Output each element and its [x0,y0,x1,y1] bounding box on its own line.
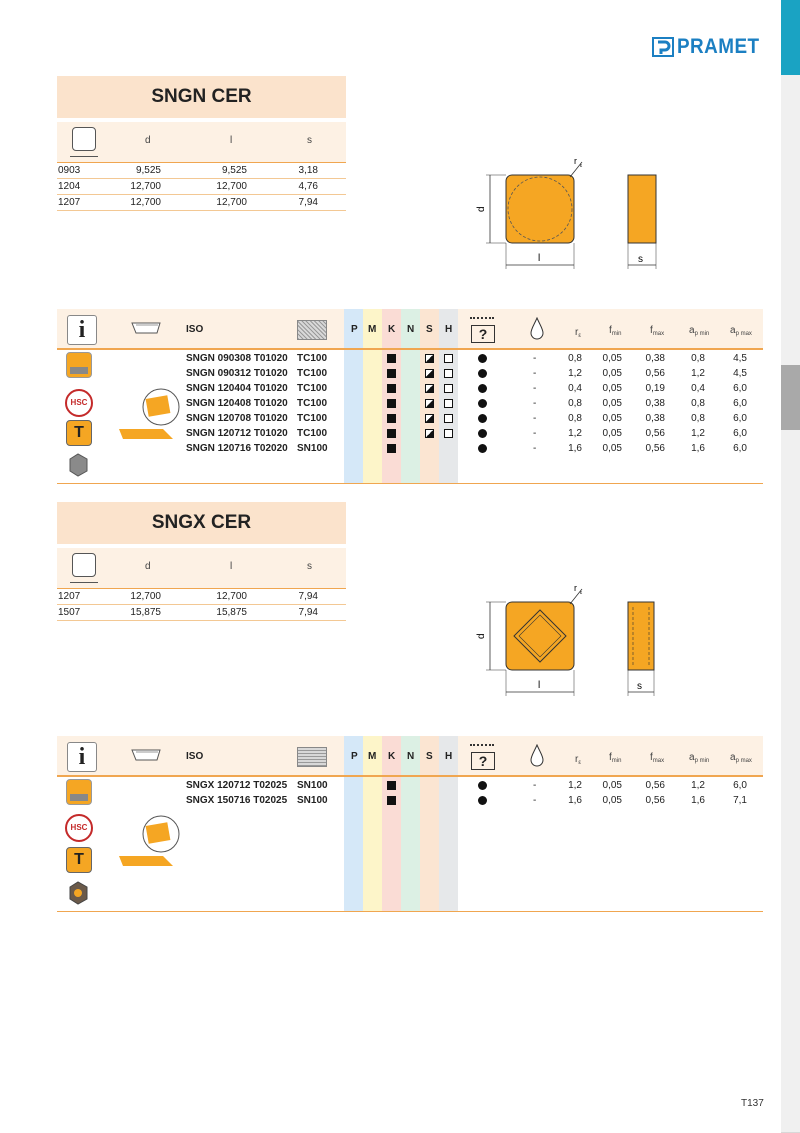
r-cell: 0,8 [568,353,582,364]
fmin-cell: 0,05 [602,780,622,791]
dimension-table-sngx [57,502,346,621]
fmax-cell: 0,38 [645,398,665,409]
info-icon[interactable]: i [67,742,97,772]
fmax-cell: 0,56 [645,443,665,454]
suitability-K-full-icon [387,354,396,363]
header-N: N [407,324,415,335]
apmax-cell: 6,0 [733,413,747,424]
r-cell: 1,2 [568,428,582,439]
question-machine-icon [470,317,494,341]
sngx-insert-diagram [470,577,670,702]
l-cell: 12,700 [216,591,247,602]
dimension-row [57,163,346,179]
suitability-S-half-icon [425,354,434,363]
grade-cell: SN100 [297,443,328,454]
l-label: l [538,253,541,264]
suitability-K-full-icon [387,369,396,378]
header-s: s [307,561,312,572]
apmin-header: $a_{p min}$ [689,325,710,337]
suitability-K-full-icon [387,399,396,408]
d-cell: 9,525 [135,165,161,176]
page-number: T137 [741,1098,764,1109]
dimension-table-sngn [57,76,346,211]
machining-condition-dot-icon [478,369,487,378]
dimension-row [57,179,346,195]
dash-cell: - [533,398,537,409]
fmax-header: $f_{max}$ [650,325,665,337]
d-cell: 12,700 [130,197,161,208]
suitability-S-half-icon [425,369,434,378]
col-P-bg [344,736,363,912]
fmax-header: $f_{max}$ [650,752,665,764]
grade-cell: TC100 [297,398,328,409]
side-tab[interactable] [781,890,800,961]
code-cell: SNGN 120708 T01020 [186,413,288,424]
product-title: SNGN CER [57,76,346,118]
apmin-cell: 0,8 [691,413,705,424]
question-machine-icon [470,744,494,768]
fmin-cell: 0,05 [602,443,622,454]
code-cell: SNGN 120404 T01020 [186,383,288,394]
header-s: s [307,135,312,146]
suitability-H-empty-icon [444,414,453,423]
apmax-header: $a_{p max}$ [730,752,752,764]
grade-cell: TC100 [297,428,328,439]
apmin-cell: 1,6 [691,795,705,806]
apmin-cell: 0,8 [691,398,705,409]
fmin-cell: 0,05 [602,428,622,439]
table-row [57,366,763,381]
fmin-cell: 0,05 [602,413,622,424]
col-N-bg [401,736,420,912]
apmin-cell: 1,2 [691,368,705,379]
apmax-header: $a_{p max}$ [730,325,752,337]
code-cell: SNGN 120408 T01020 [186,398,288,409]
fmax-cell: 0,56 [645,780,665,791]
fmin-cell: 0,05 [602,383,622,394]
r-header: $r_\varepsilon$ [575,754,582,766]
side-tab-active[interactable] [781,0,800,76]
dash-cell: - [533,413,537,424]
table-row [57,441,763,456]
apmax-cell: 6,0 [733,398,747,409]
header-l: l [230,561,233,572]
side-tab[interactable] [781,285,800,366]
question-mark: ? [471,325,495,343]
side-tab[interactable] [781,1030,800,1133]
table-row [57,793,763,808]
dash-cell: - [533,428,537,439]
insert-clamp-icon [117,814,187,874]
side-tab[interactable] [781,215,800,286]
dash-cell: - [533,795,537,806]
machining-condition-dot-icon [478,414,487,423]
brand-name: PRAMET [677,35,760,58]
machining-condition-dot-icon [478,384,487,393]
side-tab[interactable] [781,430,800,501]
size-cell: 0903 [58,165,81,176]
header-P: P [351,324,358,335]
s-cell: 7,94 [298,591,318,602]
fmax-cell: 0,56 [645,368,665,379]
side-tab[interactable] [781,825,800,891]
r-cell: 0,8 [568,413,582,424]
table-row [57,426,763,441]
code-cell: SNGN 090312 T01020 [186,368,288,379]
table-bottom-rule [57,483,763,484]
side-tab[interactable] [781,75,800,146]
insert-grey-icon [66,453,90,477]
sngn-insert-diagram [470,150,670,275]
table-row [57,411,763,426]
size-cell: 1507 [58,607,81,618]
suitability-K-full-icon [387,796,396,805]
fmax-cell: 0,38 [645,353,665,364]
apmax-cell: 6,0 [733,383,747,394]
fmin-header: $f_{min}$ [609,752,622,764]
r-cell: 1,6 [568,443,582,454]
r-cell: 0,4 [568,383,582,394]
dimension-header [57,548,346,589]
suitability-S-half-icon [425,399,434,408]
header-M: M [368,324,377,335]
insert-profile-icon [131,321,163,335]
side-tab[interactable] [781,500,800,566]
machining-condition-dot-icon [478,354,487,363]
fmin-header: $f_{min}$ [609,325,622,337]
dash-cell: - [533,353,537,364]
suitability-S-half-icon [425,414,434,423]
table-row [57,778,763,793]
d-cell: 15,875 [130,607,161,618]
apmin-cell: 0,4 [691,383,705,394]
insert-shape-icon [72,127,96,151]
side-tab[interactable] [781,960,800,1031]
side-tab[interactable] [781,630,800,696]
col-S-bg [420,736,439,912]
apmin-cell: 1,2 [691,780,705,791]
hsc-icon: HSC [65,814,93,842]
s-cell: 3,18 [298,165,318,176]
suitability-H-empty-icon [444,369,453,378]
machining-condition-dot-icon [478,399,487,408]
l-cell: 12,700 [216,197,247,208]
d-cell: 12,700 [130,591,161,602]
size-cell: 1207 [58,591,81,602]
col-H-bg [439,736,458,912]
brand-logo [652,36,769,58]
suitability-S-half-icon [425,429,434,438]
header-S: S [426,324,433,335]
toughness-t-icon: T [66,847,92,873]
suitability-K-full-icon [387,444,396,453]
apmax-cell: 6,0 [733,428,747,439]
l-cell: 15,875 [216,607,247,618]
dimension-row [57,589,346,605]
insert-shape-icon [72,553,96,577]
suitability-H-empty-icon [444,384,453,393]
apmin-cell: 1,2 [691,428,705,439]
apmin-header: $a_{p min}$ [689,752,710,764]
grade-cell: SN100 [297,795,328,806]
apmax-cell: 6,0 [733,780,747,791]
code-cell: SNGN 090308 T01020 [186,353,288,364]
suitability-K-full-icon [387,429,396,438]
dimension-row [57,605,346,621]
suitability-S-half-icon [425,384,434,393]
s-cell: 7,94 [298,607,318,618]
iso-header: ISO [186,324,204,335]
header-S: S [426,751,433,762]
dash-cell: - [533,368,537,379]
grade-texture-icon [297,747,327,767]
side-tab[interactable] [781,145,800,216]
grade-cell: TC100 [297,413,328,424]
header-H: H [445,324,453,335]
l-cell: 9,525 [221,165,247,176]
fmax-cell: 0,56 [645,428,665,439]
r-cell: 0,8 [568,398,582,409]
fmin-cell: 0,05 [602,795,622,806]
size-cell: 1207 [58,197,81,208]
toughness-t-icon: T [66,420,92,446]
s-label: s [638,254,643,265]
suitability-H-empty-icon [444,399,453,408]
insert-hole-icon [66,881,90,905]
fmax-cell: 0,19 [645,383,665,394]
machining-condition-dot-icon [478,796,487,805]
coolant-drop-icon [529,744,545,768]
fmin-cell: 0,05 [602,353,622,364]
grade-texture-icon [297,320,327,340]
apmax-cell: 4,5 [733,353,747,364]
col-K-bg [382,736,401,912]
hsc-icon: HSC [65,389,93,417]
info-icon[interactable]: i [67,315,97,345]
grade-cell: TC100 [297,353,328,364]
s-label: s [637,681,642,692]
header-rule [57,775,763,777]
grade-cell: TC100 [297,368,328,379]
code-cell: SNGN 120716 T02020 [186,443,288,454]
apmin-cell: 1,6 [691,443,705,454]
apmax-cell: 4,5 [733,368,747,379]
machining-condition-dot-icon [478,429,487,438]
fmin-cell: 0,05 [602,398,622,409]
d-label: d [476,206,487,212]
code-cell: SNGX 120712 T02025 [186,780,288,791]
d-label: d [476,633,487,639]
insert-profile-icon [131,748,163,762]
grade-cell: TC100 [297,383,328,394]
r-header: $r_\varepsilon$ [575,327,582,339]
code-cell: SNGN 120712 T01020 [186,428,288,439]
apmin-cell: 0,8 [691,353,705,364]
header-rule [57,348,763,350]
question-mark: ? [471,752,495,770]
r-sub-label: ε [580,163,583,169]
suitability-K-full-icon [387,781,396,790]
header-K: K [388,324,396,335]
header-l: l [230,135,233,146]
side-tab-current[interactable] [781,365,800,431]
r-sub-label: ε [580,590,583,596]
header-d: d [145,135,151,146]
product-table-sngx [57,736,763,912]
side-tab[interactable] [781,565,800,631]
suitability-H-empty-icon [444,429,453,438]
header-d: d [145,561,151,572]
grade-cell: SN100 [297,780,328,791]
r-cell: 1,2 [568,368,582,379]
code-cell: SNGX 150716 T02025 [186,795,288,806]
iso-header: ISO [186,751,204,762]
apmax-cell: 7,1 [733,795,747,806]
col-M-bg [363,736,382,912]
header-H: H [445,751,453,762]
machining-condition-dot-icon [478,781,487,790]
side-tab[interactable] [781,760,800,826]
table-row [57,381,763,396]
header-M: M [368,751,377,762]
product-table-sngn [57,309,763,484]
size-cell: 1204 [58,181,81,192]
r-cell: 1,2 [568,780,582,791]
dash-cell: - [533,780,537,791]
product-title: SNGX CER [57,502,346,544]
r-label: r [574,583,577,593]
suitability-H-empty-icon [444,354,453,363]
l-cell: 12,700 [216,181,247,192]
fmax-cell: 0,38 [645,413,665,424]
table-bottom-rule [57,911,763,912]
table-row [57,351,763,366]
dimension-row [57,195,346,211]
header-P: P [351,751,358,762]
apmax-cell: 6,0 [733,443,747,454]
l-label: l [538,680,541,691]
coolant-drop-icon [529,317,545,341]
dash-cell: - [533,443,537,454]
header-N: N [407,751,415,762]
suitability-K-full-icon [387,384,396,393]
suitability-K-full-icon [387,414,396,423]
header-K: K [388,751,396,762]
r-cell: 1,6 [568,795,582,806]
s-cell: 4,76 [298,181,318,192]
r-label: r [574,156,577,166]
d-cell: 12,700 [130,181,161,192]
table-row [57,396,763,411]
fmax-cell: 0,56 [645,795,665,806]
machining-condition-dot-icon [478,444,487,453]
side-tab-strip [781,0,800,1132]
side-tab[interactable] [781,695,800,761]
s-cell: 7,94 [298,197,318,208]
dash-cell: - [533,383,537,394]
pramet-logo-icon [652,37,674,57]
dimension-header [57,122,346,163]
fmin-cell: 0,05 [602,368,622,379]
